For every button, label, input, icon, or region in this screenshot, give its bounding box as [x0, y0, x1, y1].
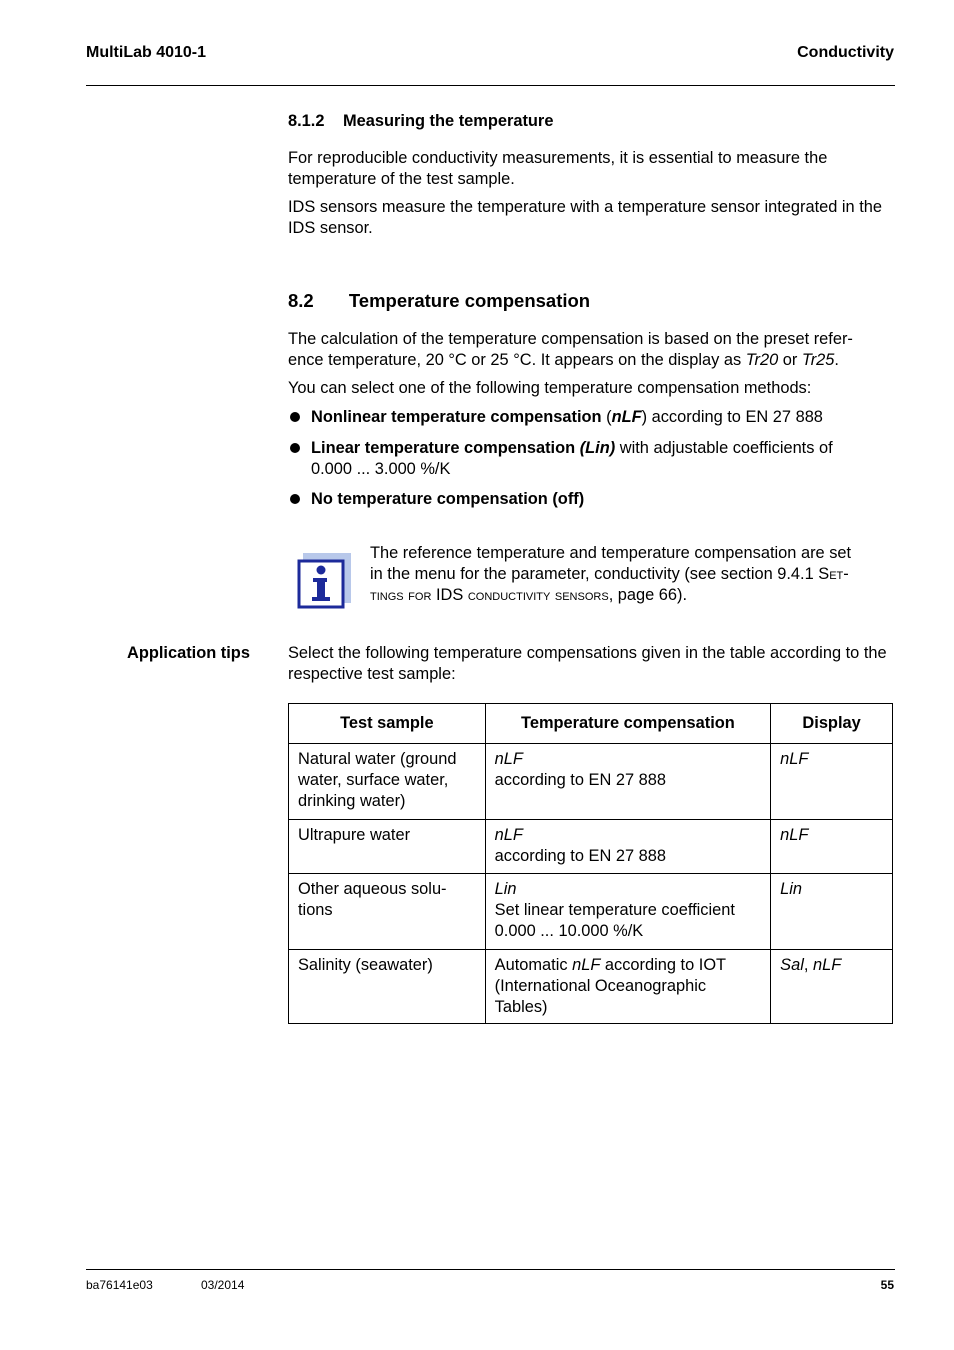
- header-title: MultiLab 4010-1: [86, 44, 207, 61]
- page-number: 55: [880, 1278, 894, 1292]
- text: according to IOT (International Oceanographic Tables): [494, 956, 726, 1016]
- section-8-2-heading: [288, 290, 590, 312]
- column-header: Temperature compensation: [485, 704, 771, 744]
- display-code: (Lin): [579, 439, 616, 457]
- table-row: [289, 744, 893, 820]
- paragraph: IDS sensors measure the temperature with a temperature sensor integrated in the IDS sensor.: [288, 198, 883, 237]
- compensation-table: [288, 703, 893, 1024]
- display-code: nLF: [494, 826, 523, 844]
- footer-date: 03/2014: [201, 1278, 245, 1292]
- text: 0.000 ... 10.000 %/K: [494, 922, 644, 940]
- paragraph: [288, 329, 894, 371]
- display-code: nLF: [812, 956, 842, 974]
- paragraph: Select the following temperature compensations given in the table according to the respective test sample:: [288, 644, 887, 683]
- table-cell: [289, 874, 486, 950]
- table-cell: nLF: [771, 744, 893, 820]
- display-code: Lin: [494, 880, 517, 898]
- table-cell: Ultrapure water: [289, 820, 486, 874]
- text: Set linear temperature coefficient: [494, 901, 735, 919]
- section-8-1-2-heading: [288, 112, 553, 131]
- table-cell: [485, 744, 771, 820]
- text: , page 66).: [608, 586, 688, 604]
- display-code: nLF: [494, 750, 523, 768]
- text: The calculation of the temperature compensation is based on the preset refer-: [288, 330, 853, 348]
- table-cell: Salinity (seawater): [289, 950, 486, 1024]
- text: ence temperature, 20 °C or 25 °C. It appears on the display as: [288, 351, 746, 369]
- display-code: nLF: [572, 956, 601, 974]
- display-code: nLF: [611, 408, 642, 426]
- table-cell: [485, 950, 771, 1024]
- bullet-icon: [290, 412, 300, 422]
- text: with adjustable coefficients of: [615, 439, 833, 457]
- paragraph: For reproducible conductivity measurements, it is essential to measure the temperature of the test sample.: [288, 149, 828, 188]
- text: .: [834, 351, 839, 369]
- table-cell: [771, 950, 893, 1024]
- bullet-icon: [290, 494, 300, 504]
- text: according to EN 27 888: [494, 771, 666, 789]
- text: et-: [829, 565, 849, 583]
- text: 0.000 ... 3.000 %/K: [311, 460, 451, 478]
- table-cell: [485, 820, 771, 874]
- header-rule: [86, 85, 895, 86]
- display-code: Tr20: [745, 351, 779, 369]
- text: (: [601, 408, 612, 426]
- table-cell: [485, 874, 771, 950]
- section-number: 8.2: [288, 290, 314, 311]
- margin-heading: Application tips: [127, 644, 250, 662]
- footer-rule: [86, 1269, 895, 1270]
- header-chapter: Conductivity: [797, 44, 894, 61]
- section-title: Measuring the temperature: [343, 112, 554, 130]
- note-text: [370, 543, 894, 606]
- text: or: [778, 351, 802, 369]
- display-code: Sal: [780, 956, 804, 974]
- column-header: Test sample: [289, 704, 486, 744]
- text: ,: [803, 956, 813, 974]
- text: in the menu for the parameter, conductivity (see section 9.4.1 S: [370, 565, 830, 583]
- table-row: [289, 874, 893, 950]
- text: The reference temperature and temperature compensation are set: [370, 544, 852, 562]
- text: Other aqueous solu-: [298, 880, 447, 898]
- column-header: Display: [771, 704, 893, 744]
- text: tions: [298, 901, 333, 919]
- table-cell: nLF: [771, 820, 893, 874]
- list-item: [311, 438, 894, 480]
- table-row: [289, 950, 893, 1024]
- display-code: Tr25: [801, 351, 835, 369]
- table-row: [289, 820, 893, 874]
- text: Linear temperature compensation: [311, 439, 576, 457]
- text: Automatic: [494, 956, 573, 974]
- section-title: Temperature compensation: [348, 290, 591, 311]
- text: Nonlinear temperature compensation: [311, 408, 602, 426]
- table-cell: Lin: [771, 874, 893, 950]
- text: conductivity sensors: [467, 586, 609, 604]
- list-item: No temperature compensation (off): [311, 490, 585, 508]
- info-icon: [297, 553, 351, 609]
- section-number: 8.1.2: [288, 112, 325, 130]
- table-cell: Natural water (ground water, surface water, drinking water): [289, 744, 486, 820]
- text: according to EN 27 888: [494, 847, 666, 865]
- list-item: [311, 407, 894, 428]
- footer-doc-id: ba76141e03: [86, 1278, 153, 1292]
- bullet-icon: [290, 443, 300, 453]
- text: IDS: [431, 586, 468, 604]
- text: tings for: [370, 586, 432, 604]
- text: ) according to EN 27 888: [641, 408, 823, 426]
- table-header-row: [289, 704, 893, 744]
- paragraph: You can select one of the following temperature compensation methods:: [288, 379, 812, 397]
